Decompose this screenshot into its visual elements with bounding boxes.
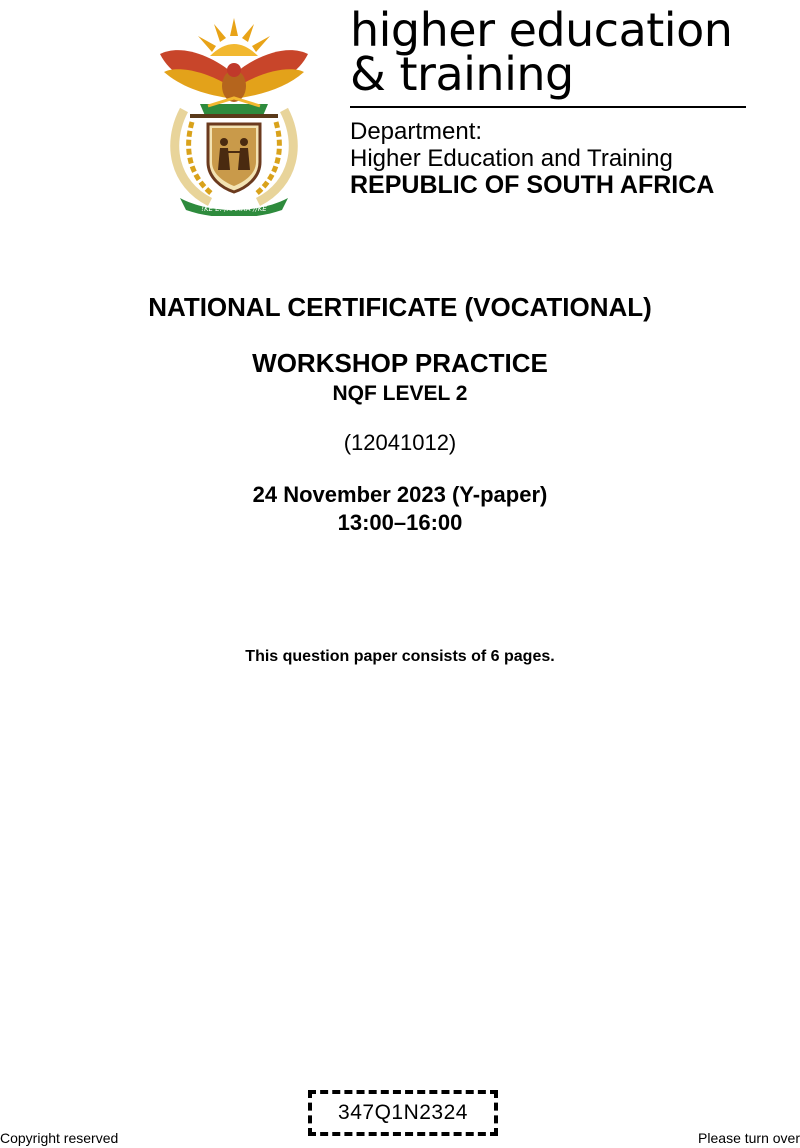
sun-icon bbox=[198, 18, 270, 56]
country-name: REPUBLIC OF SOUTH AFRICA bbox=[350, 171, 715, 199]
subject-title: WORKSHOP PRACTICE bbox=[252, 348, 548, 378]
brand-wordmark-line2: & training bbox=[350, 47, 574, 101]
exam-time: 13:00–16:00 bbox=[337, 510, 463, 535]
brand-wordmark-line1: higher education bbox=[350, 3, 733, 57]
turn-over-notice: Please turn over bbox=[698, 1130, 800, 1146]
paper-code: (12041012) bbox=[343, 430, 457, 455]
copyright-notice: Copyright reserved bbox=[0, 1130, 119, 1146]
brand-divider bbox=[350, 106, 746, 108]
page-count-note: This question paper consists of 6 pages. bbox=[245, 648, 555, 665]
department-name: Higher Education and Training bbox=[350, 145, 673, 172]
nqf-level: NQF LEVEL 2 bbox=[332, 382, 468, 405]
qualification-title: NATIONAL CERTIFICATE (VOCATIONAL) bbox=[148, 292, 652, 322]
department-branding bbox=[350, 3, 750, 199]
exam-date: 24 November 2023 (Y-paper) bbox=[252, 482, 548, 507]
department-label: Department: bbox=[350, 118, 483, 145]
document-code-box: 347Q1N2324 bbox=[308, 1090, 498, 1136]
svg-text:!KE E: /XARRA //KE: !KE E: /XARRA //KE bbox=[201, 205, 267, 213]
coat-of-arms-icon bbox=[150, 14, 318, 216]
